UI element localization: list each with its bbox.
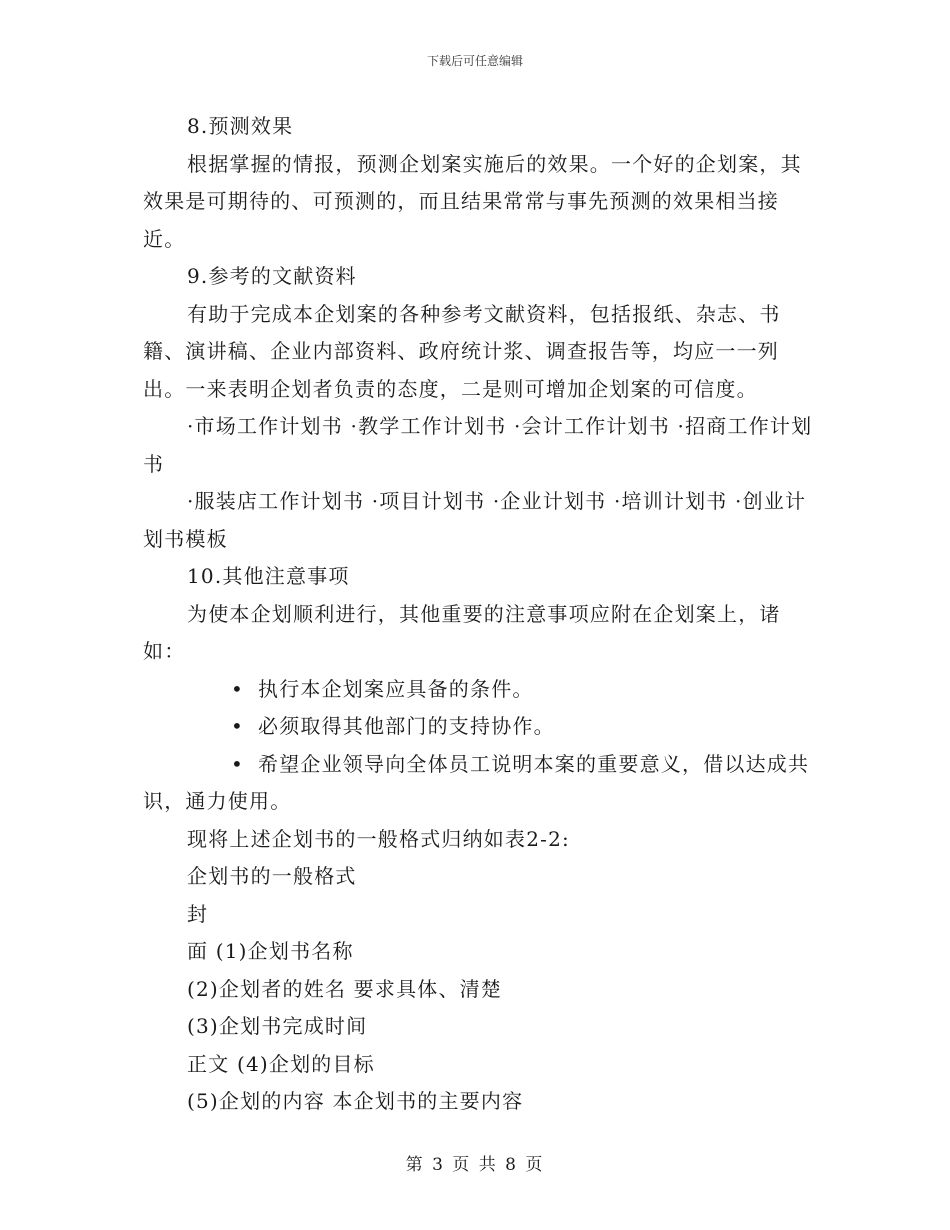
section-9-title: 9.参考的文献资料 xyxy=(187,264,357,288)
section-10-title: 10.其他注意事项 xyxy=(187,564,350,588)
format-line-goal: 正文 (4)企划的目标 xyxy=(187,1051,375,1076)
bullet-dot-icon: • xyxy=(231,676,244,701)
section-8-text: 根据掌握的情报，预测企划案实施后的效果。一个好的企划案，其效果是可期待的、可预测的，而且结果常常与事先预测的效果相当接近。 xyxy=(143,151,802,251)
format-line-date: (3)企划书完成时间 xyxy=(187,1014,368,1038)
format-line-author: (2)企划者的姓名 要求具体、清楚 xyxy=(187,976,503,1001)
bullet-dot-icon: • xyxy=(231,751,244,776)
document-body xyxy=(143,108,813,1121)
format-line-cover-1: 封 xyxy=(187,901,209,926)
format-line-cover-2: 面 (1)企划书名称 xyxy=(187,939,354,963)
format-line-content: (5)企划的内容 本企划书的主要内容 xyxy=(187,1089,524,1113)
page-header: 下载后可任意编辑 xyxy=(426,54,523,68)
related-links-row-1[interactable]: ·市场工作计划书 ·教学工作计划书 ·会计工作计划书 ·招商工作计划书 xyxy=(143,414,813,476)
bullet-item xyxy=(143,708,813,746)
bullet-text: 希望企业领导向全体员工说明本案的重要意义，借以达成共识，通力使用。 xyxy=(143,751,810,813)
bullet-dot-icon: • xyxy=(231,714,244,738)
bullet-text: 执行本企划案应具备的条件。 xyxy=(258,676,534,701)
related-links-row-2[interactable]: ·服装店工作计划书 ·项目计划书 ·企业计划书 ·培训计划书 ·创业计划书模板 xyxy=(143,489,807,551)
summary-text: 现将上述企划书的一般格式归纳如表2-2: xyxy=(187,826,570,851)
page-footer: 第 3 页 共 8 页 xyxy=(405,1155,545,1175)
table-title: 企划书的一般格式 xyxy=(187,864,357,888)
section-10-text: 为使本企划顺利进行，其他重要的注意事项应附在企划案上，诸如： xyxy=(143,601,781,663)
bullet-text: 必须取得其他部门的支持协作。 xyxy=(258,714,555,738)
section-8-title: 8.预测效果 xyxy=(187,114,294,138)
section-9-text: 有助于完成本企划案的各种参考文献资料，包括报纸、杂志、书籍、演讲稿、企业内部资料、政府统计浆、调查报告等，均应一一列出。一来表明企划者负责的态度，二是则可增加企划案的可信度。 xyxy=(143,301,781,401)
bullet-item xyxy=(143,671,813,709)
bullet-item xyxy=(143,746,813,821)
